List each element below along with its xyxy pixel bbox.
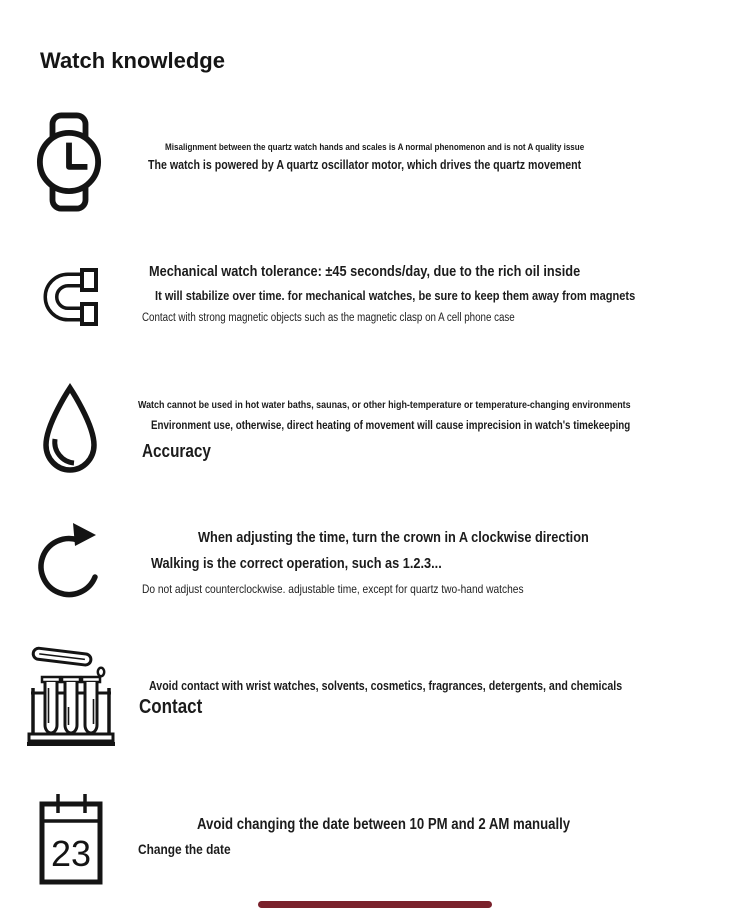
section6-main: Avoid changing the date between 10 PM and 2 AM manually — [197, 816, 571, 833]
wristwatch-icon — [36, 110, 102, 214]
section4-main: When adjusting the time, turn the crown in A clockwise direction — [198, 529, 589, 546]
section6-heading: Change the date — [138, 841, 231, 857]
section5-note: Avoid contact with wrist watches, solvents, cosmetics, fragrances, detergents, and chemicals — [149, 679, 623, 693]
section2-main: Mechanical watch tolerance: ±45 seconds/day, due to the rich oil inside — [149, 263, 581, 280]
section5-heading: Contact — [139, 696, 203, 718]
section1-main: The watch is powered by A quartz oscillator motor, which drives the quartz movement — [148, 158, 582, 172]
section3-heading: Accuracy — [142, 441, 211, 461]
section2-note: Contact with strong magnetic objects such as the magnetic clasp on A cell phone case — [142, 312, 515, 324]
clockwise-arrow-icon — [33, 517, 105, 609]
magnet-icon — [35, 262, 105, 332]
page-title: Watch knowledge — [40, 47, 225, 73]
section1-note: Misalignment between the quartz watch hands and scales is A normal phenomenon and is not A quality issue — [165, 142, 585, 153]
section3-sub: Environment use, otherwise, direct heating of movement will cause imprecision in watch's timekeeping — [151, 420, 631, 432]
home-indicator-bar — [258, 901, 492, 908]
calendar-icon — [36, 786, 106, 886]
section4-sub: Walking is the correct operation, such as 1.2.3... — [151, 555, 442, 572]
section4-note: Do not adjust counterclockwise. adjustable time, except for quartz two-hand watches — [142, 582, 524, 596]
calendar-day-number: 23 — [50, 833, 92, 874]
section3-note: Watch cannot be used in hot water baths, saunas, or other high-temperature or temperature-changing environments — [138, 399, 631, 411]
water-drop-icon — [36, 382, 104, 482]
test-tubes-icon — [27, 641, 115, 747]
section2-sub: It will stabilize over time. for mechanical watches, be sure to keep them away from magnets — [155, 288, 636, 303]
